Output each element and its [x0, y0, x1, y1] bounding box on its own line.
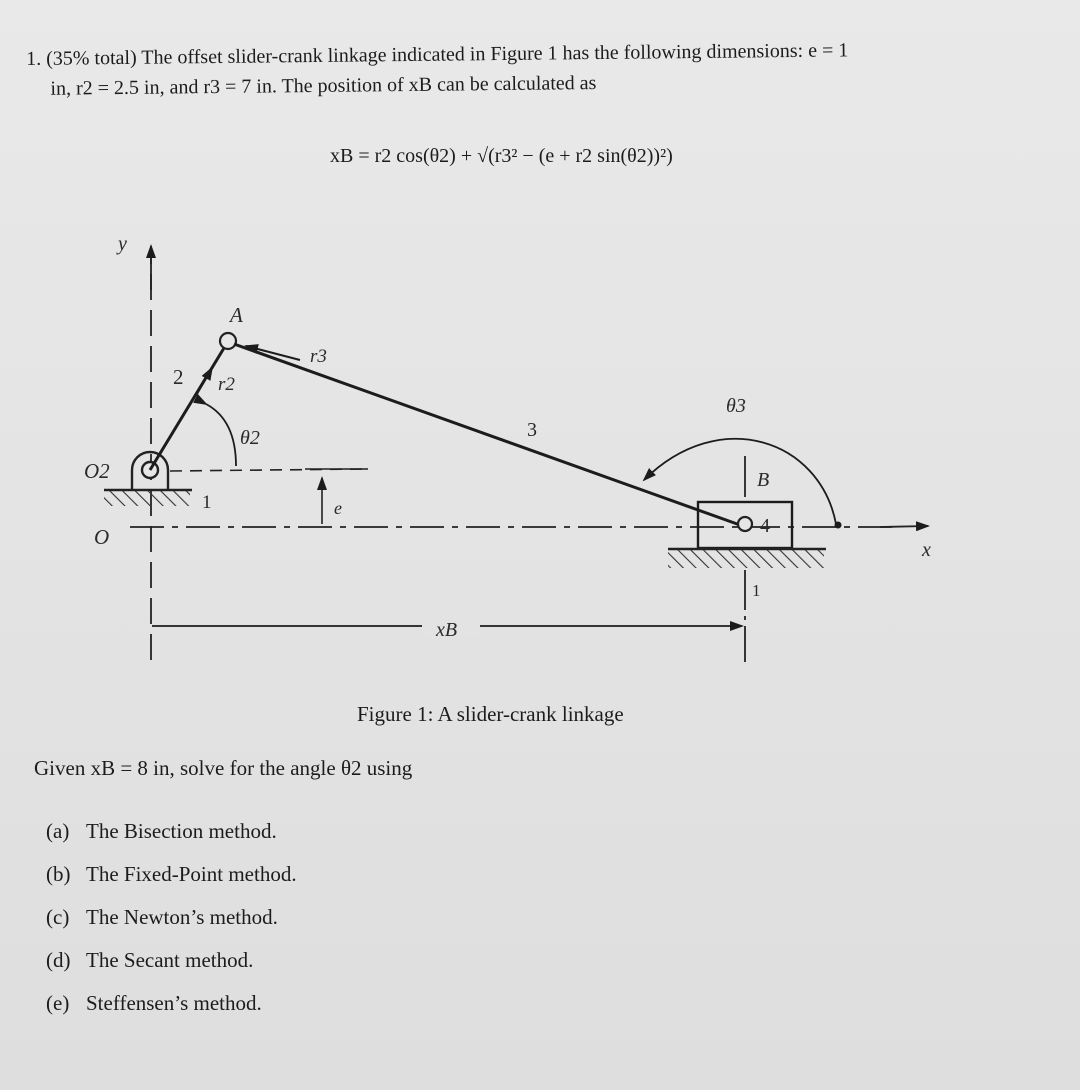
figure-caption: Figure 1: A slider-crank linkage [357, 702, 624, 726]
point-a-label: A [230, 303, 243, 327]
right-ground-label: 1 [752, 581, 761, 600]
x-axis-label: x [922, 539, 931, 561]
theta3-arc-end-dot [835, 522, 842, 529]
o2-label: O2 [84, 459, 110, 483]
point-a-joint [220, 333, 236, 349]
link-3-label: 3 [527, 419, 537, 441]
list-item [46, 859, 297, 902]
r2-vector [196, 368, 212, 396]
link-2-label: 2 [173, 365, 184, 389]
right-ground-hatch [668, 550, 824, 568]
theta2-label: θ2 [240, 427, 260, 449]
method-label: The Fixed-Point method. [86, 862, 297, 886]
method-tag: (e) [46, 991, 70, 1015]
formula-text: xB = r2 cos(θ2) + √(r3² − (e + r2 sin(θ2))²) [330, 145, 673, 167]
theta3-arc [644, 439, 836, 524]
r3-label: r3 [310, 346, 327, 367]
left-ground-hatch [104, 490, 190, 506]
list-item [46, 988, 297, 1031]
theta3-label: θ3 [726, 395, 746, 417]
x-axis-arrow [880, 526, 928, 527]
problem-text-line-2: in, r2 = 2.5 in, and r3 = 7 in. The position of xB can be calculated as [50, 72, 597, 100]
point-b-joint [738, 517, 752, 531]
problem-number: 1. [26, 47, 42, 70]
methods-list [46, 816, 297, 1031]
method-label: Steffensen’s method. [86, 991, 262, 1015]
link-4-label: 4 [760, 515, 770, 537]
left-ground-label: 1 [202, 492, 212, 513]
list-item [46, 816, 297, 859]
method-tag: (b) [46, 862, 71, 886]
list-item [46, 902, 297, 945]
method-tag: (c) [46, 905, 70, 929]
method-label: The Bisection method. [86, 819, 277, 843]
r2-label: r2 [218, 374, 235, 395]
e-label: e [334, 498, 342, 518]
list-item [46, 945, 297, 988]
method-tag: (a) [46, 819, 70, 843]
given-statement: Given xB = 8 in, solve for the angle θ2 using [34, 756, 413, 780]
y-axis-label: y [118, 233, 127, 255]
origin-label: O [94, 525, 110, 549]
method-label: The Secant method. [86, 948, 254, 972]
xb-dimension-label: xB [436, 619, 458, 641]
problem-text-line-1: (35% total) The offset slider-crank linkage indicated in Figure 1 has the following dimensions: e = 1 [46, 39, 849, 70]
point-b-label: B [757, 469, 770, 491]
theta2-arc [206, 404, 236, 466]
method-label: The Newton’s method. [86, 905, 278, 929]
method-tag: (d) [46, 948, 71, 972]
link-3-coupler [234, 344, 740, 525]
